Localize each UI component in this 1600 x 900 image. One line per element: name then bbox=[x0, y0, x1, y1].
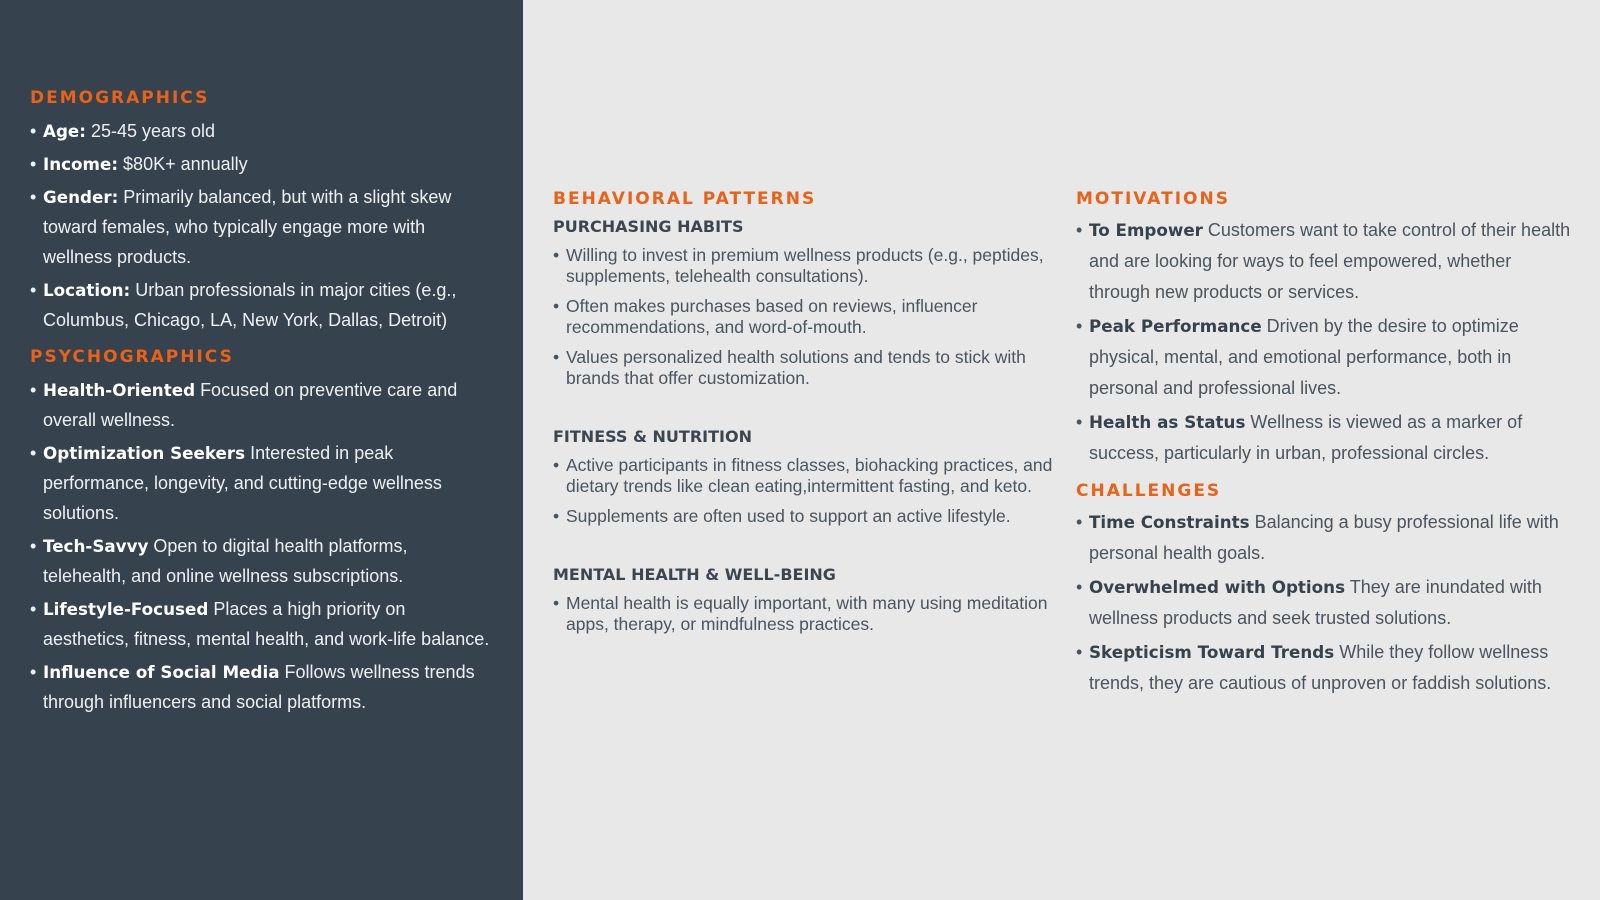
challenges-heading: CHALLENGES bbox=[1076, 481, 1222, 501]
item-text: They are inundated with wellness products and seek trusted solutions. bbox=[1089, 577, 1542, 628]
item-label: To Empower bbox=[1089, 220, 1203, 240]
bullet-icon: • bbox=[30, 536, 37, 556]
bullet-icon: • bbox=[30, 380, 37, 400]
item-text: Primarily balanced, but with a slight skew toward females, who typically engage more with wellness products. bbox=[43, 187, 452, 267]
item-text: Active participants in fitness classes, biohacking practices, and dietary trends like clean eating,intermittent fasting, and keto. bbox=[566, 455, 1053, 496]
item-label: Peak Performance bbox=[1089, 316, 1262, 336]
list-item bbox=[30, 657, 490, 717]
item-label: Age: bbox=[43, 121, 86, 141]
list-item bbox=[553, 245, 1053, 287]
demographics-list bbox=[30, 116, 490, 335]
motivations-heading: MOTIVATIONS bbox=[1076, 189, 1230, 209]
mental-health-group bbox=[553, 565, 1053, 635]
bullet-icon: • bbox=[30, 154, 37, 174]
list-item bbox=[1076, 215, 1576, 308]
item-label: Tech-Savvy bbox=[43, 536, 149, 556]
item-text: Driven by the desire to optimize physical, mental, and emotional performance, both in personal and professional lives. bbox=[1089, 316, 1519, 398]
bullet-icon: • bbox=[553, 347, 560, 367]
fitness-nutrition-heading: FITNESS & NUTRITION bbox=[553, 427, 752, 446]
demographics-heading: DEMOGRAPHICS bbox=[30, 88, 210, 108]
purchasing-habits-heading: PURCHASING HABITS bbox=[553, 217, 744, 236]
list-item bbox=[553, 593, 1053, 635]
item-label: Time Constraints bbox=[1089, 512, 1250, 532]
bullet-icon: • bbox=[30, 662, 37, 682]
item-label: Optimization Seekers bbox=[43, 443, 246, 463]
bullet-icon: • bbox=[553, 455, 560, 475]
list-item bbox=[553, 296, 1053, 338]
challenges-list bbox=[1076, 507, 1576, 699]
item-label: Gender: bbox=[43, 187, 119, 207]
list-item bbox=[30, 116, 490, 146]
item-label: Overwhelmed with Options bbox=[1089, 577, 1346, 597]
list-item bbox=[30, 438, 490, 528]
item-label: Influence of Social Media bbox=[43, 662, 280, 682]
list-item bbox=[553, 506, 1053, 527]
list-item bbox=[1076, 407, 1576, 469]
motivations-list bbox=[1076, 215, 1576, 469]
list-item bbox=[30, 182, 490, 272]
bullet-icon: • bbox=[553, 593, 560, 613]
list-item bbox=[30, 149, 490, 179]
item-text: Urban professionals in major cities (e.g., Columbus, Chicago, LA, New York, Dallas, Detroit) bbox=[43, 280, 457, 330]
item-text: Wellness is viewed as a marker of success, particularly in urban, professional circles. bbox=[1089, 412, 1523, 463]
bullet-icon: • bbox=[553, 245, 560, 265]
item-text: Supplements are often used to support an active lifestyle. bbox=[566, 506, 1011, 526]
bullet-icon: • bbox=[1076, 642, 1083, 662]
item-text: Open to digital health platforms, telehealth, and online wellness subscriptions. bbox=[43, 536, 408, 586]
bullet-icon: • bbox=[1076, 316, 1083, 336]
list-item bbox=[1076, 572, 1576, 634]
list-item bbox=[1076, 637, 1576, 699]
bullet-icon: • bbox=[30, 121, 37, 141]
item-text: Places a high priority on aesthetics, fitness, mental health, and work-life balance. bbox=[43, 599, 490, 649]
item-label: Location: bbox=[43, 280, 131, 300]
behavioral-patterns-heading: BEHAVIORAL PATTERNS bbox=[553, 189, 817, 209]
bullet-icon: • bbox=[553, 506, 560, 526]
list-item bbox=[30, 594, 490, 654]
bullet-icon: • bbox=[1076, 412, 1083, 432]
item-label: Lifestyle-Focused bbox=[43, 599, 209, 619]
list-item bbox=[30, 375, 490, 435]
bullet-icon: • bbox=[30, 280, 37, 300]
list-item bbox=[553, 455, 1053, 497]
list-item bbox=[1076, 311, 1576, 404]
item-text: Follows wellness trends through influencers and social platforms. bbox=[43, 662, 475, 712]
bullet-icon: • bbox=[1076, 577, 1083, 597]
item-text: While they follow wellness trends, they are cautious of unproven or faddish solutions. bbox=[1089, 642, 1552, 693]
bullet-icon: • bbox=[1076, 220, 1083, 240]
bullet-icon: • bbox=[30, 599, 37, 619]
list-item bbox=[1076, 507, 1576, 569]
psychographics-heading: PSYCHOGRAPHICS bbox=[30, 347, 234, 367]
right-column bbox=[1076, 189, 1576, 711]
mental-health-heading: MENTAL HEALTH & WELL-BEING bbox=[553, 565, 836, 584]
item-label: Income: bbox=[43, 154, 119, 174]
psychographics-list bbox=[30, 375, 490, 717]
list-item bbox=[30, 531, 490, 591]
item-text: Balancing a busy professional life with personal health goals. bbox=[1089, 512, 1559, 563]
item-text: Often makes purchases based on reviews, influencer recommendations, and word-of-mouth. bbox=[566, 296, 978, 337]
item-label: Health as Status bbox=[1089, 412, 1246, 432]
bullet-icon: • bbox=[1076, 512, 1083, 532]
item-text: Focused on preventive care and overall wellness. bbox=[43, 380, 458, 430]
item-label: Skepticism Toward Trends bbox=[1089, 642, 1335, 662]
middle-column bbox=[553, 189, 1053, 673]
purchasing-habits-group bbox=[553, 217, 1053, 389]
item-text: 25-45 years old bbox=[85, 121, 216, 141]
list-item bbox=[30, 275, 490, 335]
item-text: $80K+ annually bbox=[118, 154, 248, 174]
item-text: Customers want to take control of their health and are looking for ways to feel empowered, whether through new products or services. bbox=[1089, 220, 1571, 302]
fitness-nutrition-group bbox=[553, 427, 1053, 527]
list-item bbox=[553, 347, 1053, 389]
purchasing-habits-list bbox=[553, 245, 1053, 389]
fitness-nutrition-list bbox=[553, 455, 1053, 527]
item-text: Interested in peak performance, longevity, and cutting-edge wellness solutions. bbox=[43, 443, 442, 523]
item-text: Willing to invest in premium wellness products (e.g., peptides, supplements, telehealth consultations). bbox=[566, 245, 1044, 286]
bullet-icon: • bbox=[553, 296, 560, 316]
item-text: Mental health is equally important, with many using meditation apps, therapy, or mindfulness practices. bbox=[566, 593, 1048, 634]
item-text: Values personalized health solutions and tends to stick with brands that offer customization. bbox=[566, 347, 1026, 388]
bullet-icon: • bbox=[30, 187, 37, 207]
left-column bbox=[30, 88, 490, 729]
mental-health-list bbox=[553, 593, 1053, 635]
item-label: Health-Oriented bbox=[43, 380, 196, 400]
bullet-icon: • bbox=[30, 443, 37, 463]
